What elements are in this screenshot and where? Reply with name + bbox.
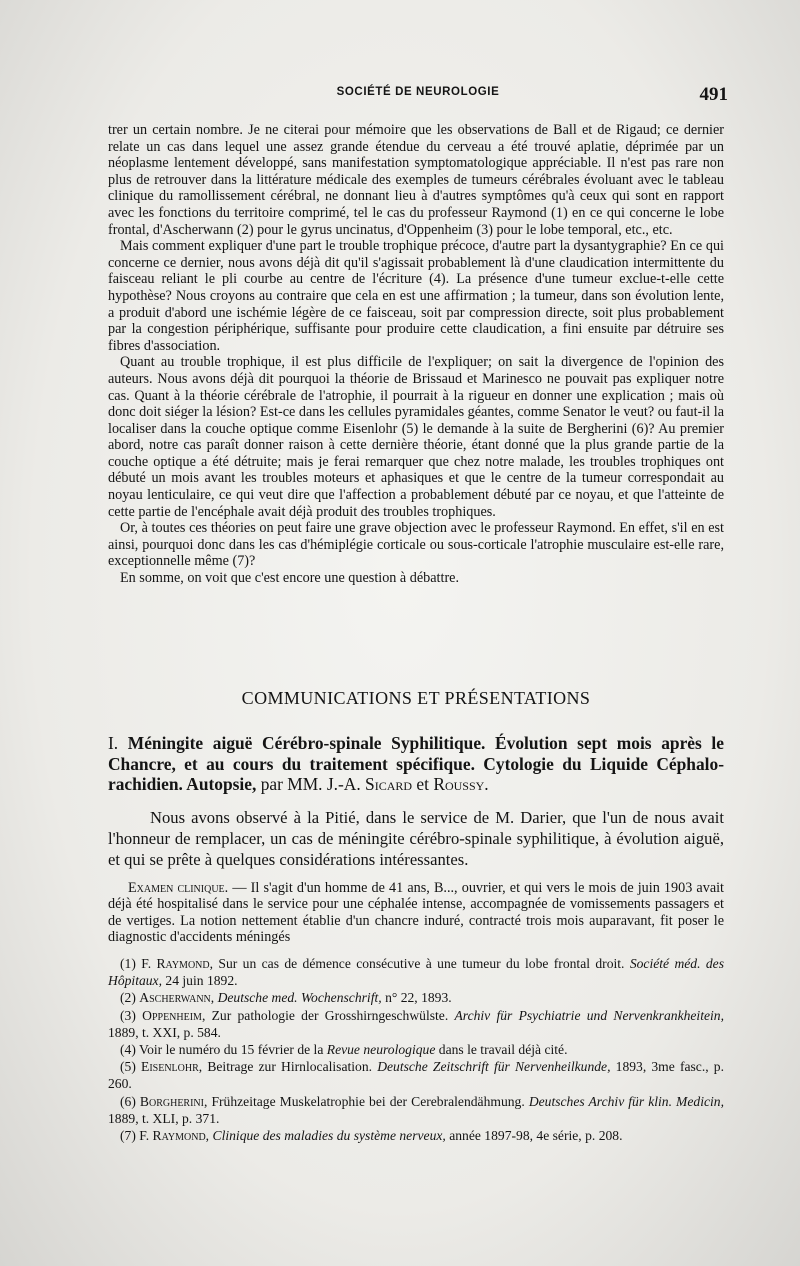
footnote-tail: année 1897-98, 4e série, p. 208. <box>449 1128 623 1144</box>
footnote-number: (7) F. <box>120 1128 150 1144</box>
article-authors <box>261 774 489 794</box>
footnote-source: Société méd. des Hôpitaux, <box>108 956 724 989</box>
running-head: SOCIÉTÉ DE NEUROLOGIE <box>336 86 500 98</box>
section-title: COMMUNICATIONS ET PRÉSENTATIONS <box>241 688 591 708</box>
footnote-source: Revue neurologique <box>326 1042 436 1058</box>
authors-joiner: et <box>416 774 429 794</box>
footnote-text: Frühzeitage Muskelatrophie bei der Cerebralendähmung. <box>211 1093 525 1109</box>
footnote-tail: dans le travail déjà cité. <box>438 1042 568 1058</box>
authors-prefix: par MM. J.-A. <box>260 774 361 794</box>
footnote-text: Beitrage zur Hirnlocalisation. <box>207 1059 373 1075</box>
footnote-text: Sur un cas de démence consécutive à une tumeur du lobe frontal droit. <box>218 956 625 971</box>
footnote-source: Deutsche med. Wochenschrift, <box>217 990 382 1006</box>
exam-text: — Il s'agit d'un homme de 41 ans, B..., ouvrier, et qui vers le mois de juin 1903 avait déjà été hospitalisé dans le service pour une céphalée intense, accompagnée de vomissements passagers et de vertiges. La notion nettement établie d'un chancre induré, contracté trois mois auparavant, fit poser le diagnostic d'accidents méningés <box>108 879 725 946</box>
page-header <box>108 84 728 108</box>
footnote-source: Deutsche Zeitschrift für Nervenheilkunde, <box>377 1059 611 1075</box>
article-lead: Nous avons observé à la Pitié, dans le service de M. Darier, que l'un de nous avait l'honneur de remplacer, un cas de méningite cérébro-spinale syphilitique, à évolution aiguë, et qui se prête à quelques considérations intéressantes. <box>108 807 724 869</box>
footnote-number: (6) <box>120 1093 136 1109</box>
footnote-source: Clinique des maladies du système nerveux, <box>212 1128 446 1144</box>
footnotes <box>108 955 724 1144</box>
footnote-text: Voir le numéro du 15 février de la <box>139 1042 324 1058</box>
paragraph-3: Quant au trouble trophique, il est plus difficile de l'expliquer; on sait la divergence de l'opinion des auteurs. Nous avons déjà dit pourquoi la théorie de Brissaud et Marinesco ne pouvait pas expliquer notre cas. Quant à la théorie cérébrale de l'atrophie, il pourrait à la rigueur en donner une explication ; mais où donc doit siéger la lésion? Est-ce dans les cellules pyramidales géantes, comme Senator le veut? ou faut-il la localiser dans la couche optique comme Eisenlohr (5) le demande à la suite de Bergherini (6)? Au premier abord, notre cas paraît donner raison à cette dernière théorie, étant donné que la plus grande partie de la couche optique a été détruite; mais je ferai remarquer que chez notre malade, les troubles trophiques ont débuté un mois avant les troubles moteurs et aphasiques et que le centre de la tumeur correspondait au noyau lenticulaire, ce qui veut dire que l'affection a probablement débuté par ce noyau, et que l'atteinte de cette partie de l'encéphale avait déjà produit des troubles trophiques. <box>108 354 724 520</box>
footnote-text: Zur pathologie der Grosshirngeschwülste. <box>211 1007 449 1023</box>
footnote-source: Archiv für Psychiatrie und Nervenkrankheitein, <box>454 1007 724 1023</box>
footnote-author: Eisenlohr, <box>141 1059 203 1075</box>
footnote-author: Raymond, <box>152 1128 210 1144</box>
paragraph-5: En somme, on voit que c'est encore une question à débattre. <box>120 570 460 587</box>
footnote-author: Raymond, <box>156 956 214 971</box>
paragraph-1: trer un certain nombre. Je ne citerai pour mémoire que les observations de Ball et de Rigaud; ce dernier relate un cas dans lequel une assez grande étendue du cerveau a été trouvé aplatie, déprimée par un néoplasme lentement développé, sans manifestation symptomatologique appréciable. Il n'est pas rare non plus de retrouver dans la littérature médicale des exemples de tumeurs cérébrales évoluant avec le tableau clinique du ramollissement cérébral, ne donnant lieu à d'autres symptômes qu'à ceux qui sont en rapport avec les fonctions du territoire comprimé, tel le cas du professeur Raymond (1) en ce qui concerne le lobe frontal, d'Ascherwann (2) pour le gyrus uncinatus, d'Oppenheim (3) pour le lobe temporal, etc., etc. <box>108 122 724 238</box>
article-title: Méningite aiguë Cérébro-spinale Syphilitique. Évolution sept mois après le Chancre, et au cours du traitement spécifique. Cytologie du Liquide Céphalo-rachidien. Autopsie, <box>108 733 724 794</box>
author-sicard: Sicard <box>365 774 413 794</box>
footnote-author: Ascherwann, <box>139 990 215 1006</box>
footnote <box>108 1127 724 1144</box>
footnote-author: Borgherini, <box>139 1093 208 1109</box>
footnote <box>108 989 724 1006</box>
body-text <box>108 122 724 587</box>
footnote-tail: 1889, t. XXI, p. 584. <box>108 1024 221 1040</box>
clinical-exam-paragraph <box>108 880 724 946</box>
footnote-tail: 1893, 3me fasc., p. 260. <box>108 1059 724 1092</box>
article <box>108 733 724 946</box>
footnote-tail: n° 22, 1893. <box>385 990 452 1006</box>
footnote-number: (3) <box>120 1007 136 1023</box>
article-heading <box>108 733 724 795</box>
author-roussy: Roussy. <box>433 774 489 794</box>
footnote-number: (5) <box>120 1059 136 1075</box>
article-number: I. <box>108 733 119 753</box>
footnote-tail: 24 juin 1892. <box>165 973 238 989</box>
paragraph-4: Or, à toutes ces théories on peut faire une grave objection avec le professeur Raymond. En effet, s'il en est ainsi, pourquoi donc dans les cas d'hémiplégie corticale ou sous-corticale l'atrophie musculaire est-elle rare, exceptionnelle même (7)? <box>108 520 724 570</box>
exam-label: Examen clinique. <box>128 879 229 896</box>
footnote-source: Deutsches Archiv für klin. Medicin, <box>528 1093 724 1109</box>
footnote-tail: 1889, t. XLI, p. 371. <box>108 1110 220 1126</box>
footnote-number: (4) <box>120 1042 136 1058</box>
footnote-number: (1) F. <box>120 956 152 971</box>
footnote <box>108 955 724 989</box>
footnote <box>108 1041 724 1058</box>
footnote-number: (2) <box>120 990 136 1006</box>
page-number: 491 <box>699 84 728 105</box>
paragraph-2: Mais comment expliquer d'une part le trouble trophique précoce, d'autre part la dysantygraphie? En ce qui concerne ce dernier, nous avons déjà dit qu'il s'agissait probablement là d'une claudication intermittente du faisceau reliant le pli courbe au centre de l'écriture (4). La présence d'une tumeur exclue-t-elle cette hypothèse? Nous croyons au contraire que cela en est une affirmation ; la tumeur, dans son évolution lente, a produit d'abord une ischémie légère de ce faisceau, soit par compression directe, soit plus probablement par la congestion périphérique, suffisante pour produire cette claudication, a fini ensuite par détruire ses fibres d'association. <box>108 238 724 354</box>
footnote <box>108 1093 724 1127</box>
footnote-author: Oppenheim, <box>142 1007 206 1023</box>
footnote <box>108 1007 724 1041</box>
footnote <box>108 1058 724 1092</box>
